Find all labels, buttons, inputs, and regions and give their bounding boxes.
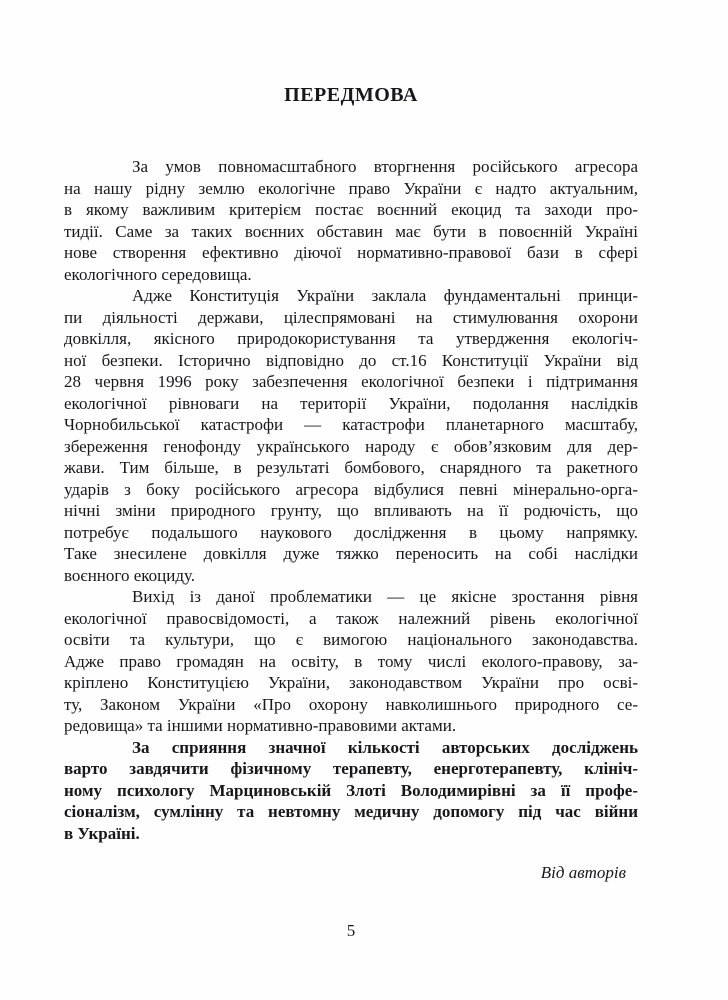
- paragraph: [64, 586, 638, 737]
- text-line: ної безпеки. Історично відповідно до ст.16 Конституції України від: [64, 350, 638, 370]
- author-signature: Від авторів: [540, 863, 626, 882]
- paragraph: [64, 156, 638, 285]
- text-line: Чорнобильської катастрофи — катастрофи планетарного масштабу,: [64, 415, 638, 434]
- text-line: пи діяльності держави, цілеспрямовані на стимулювання охорони: [64, 307, 638, 327]
- text-line: Адже Конституція України заклала фундаментальні принци-: [132, 286, 638, 305]
- text-line: воєнного екоциду.: [64, 565, 196, 585]
- text-line: ударів з боку російського агресора відбулися певні мінерально-орга-: [64, 479, 638, 499]
- text-line: нічні зміни природного грунту, що впливають на її родючість, що: [64, 501, 638, 520]
- paragraph: [64, 285, 638, 586]
- text-line: Таке знесилене довкілля дуже тяжко переносить на собі наслідки: [64, 544, 638, 563]
- page-number: 5: [346, 921, 356, 940]
- text-line: збереження генофонду українського народу є обов’язковим для дер-: [64, 436, 638, 456]
- paragraph: [64, 737, 638, 845]
- text-line: освіти та культури, що є вимогою національного законодавства.: [64, 630, 638, 649]
- text-line: екологічного середовища.: [64, 264, 252, 284]
- text-line: За умов повномасштабного вторгнення російського агресора: [132, 157, 638, 176]
- text-line: кріплено Конституцією України, законодавством України про осві-: [64, 673, 638, 692]
- text-line: За сприяння значної кількості авторських досліджень: [132, 737, 638, 757]
- text-line: редовища» та іншими нормативно-правовими актами.: [64, 716, 457, 735]
- text-line: тидії. Саме за таких воєнних обставин має бути в повоєнній Україні: [64, 221, 638, 241]
- text-block: [64, 156, 638, 884]
- text-line: Вихід із даної проблематики — це якісне зростання рівня: [132, 587, 638, 606]
- page-title: ПЕРЕДМОВА: [284, 84, 418, 106]
- text-line: потребує подальшого наукового дослідження в цьому напрямку.: [64, 522, 638, 542]
- text-line: Адже право громадян на освіту, в тому числі еколого-правову, за-: [64, 651, 638, 671]
- text-line: ту, Законом України «Про охорону навколишнього природного се-: [64, 694, 638, 714]
- text-line: в якому важливим критерієм постає воєнний екоцид та заходи про-: [64, 200, 638, 219]
- text-line: сіоналізм, сумлінну та невтомну медичну допомогу під час війни: [64, 802, 638, 821]
- text-line: нове створення ефективно діючої нормативно-правової бази в сфері: [64, 243, 638, 262]
- text-line: на нашу рідну землю екологічне право України є надто актуальним,: [64, 178, 638, 198]
- text-line: ному психологу Марциновській Злоті Володимирівні за її профе-: [64, 780, 638, 800]
- text-line: варто завдячити фізичному терапевту, енерготерапевту, клініч-: [64, 759, 638, 778]
- text-line: екологічної рівноваги на території України, подолання наслідків: [64, 393, 638, 413]
- paragraphs: [64, 156, 638, 844]
- text-line: довкілля, якісного природокористування та утвердження екологіч-: [64, 329, 638, 348]
- text-line: в Україні.: [64, 823, 140, 843]
- text-line: екологічної правосвідомості, а також належний рівень екологічної: [64, 608, 638, 628]
- text-line: жави. Тим більше, в результаті бомбового, снарядного та ракетного: [64, 458, 638, 477]
- text-line: 28 червня 1996 року забезпечення екологічної безпеки і підтримання: [64, 372, 638, 391]
